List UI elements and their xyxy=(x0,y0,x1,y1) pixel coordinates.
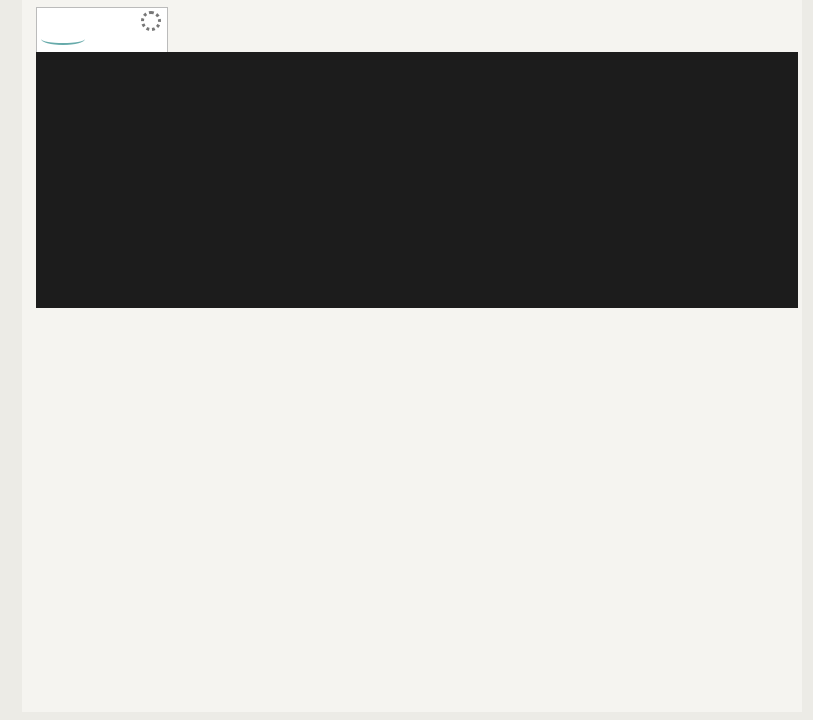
lists-header-band xyxy=(36,270,798,308)
logo-swoosh-icon xyxy=(41,33,85,45)
gear-icon xyxy=(141,11,161,31)
darnetal-logo xyxy=(36,7,168,53)
results-panel xyxy=(36,52,798,276)
